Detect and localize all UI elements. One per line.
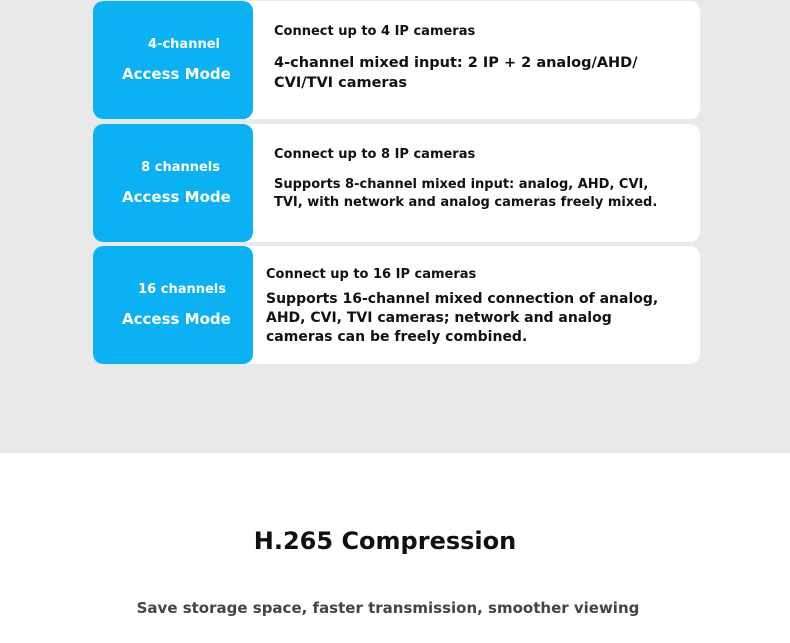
- card-heading: Connect up to 8 IP cameras: [274, 147, 476, 162]
- card-side-panel: [93, 1, 253, 119]
- card-description: Supports 16-channel mixed connection of analog, AHD, CVI, TVI cameras; network and analog cameras can be freely combined.: [266, 291, 659, 345]
- section-subtitle: Save storage space, faster transmission, smoother viewing: [136, 599, 640, 617]
- access-mode-label: Access Mode: [122, 188, 231, 206]
- card-side-panel: [93, 124, 253, 242]
- access-mode-label: Access Mode: [122, 310, 231, 328]
- card-description: 4-channel mixed input: 2 IP + 2 analog/AHD/ CVI/TVI cameras: [274, 55, 638, 91]
- card-description: Supports 8-channel mixed input: analog, AHD, CVI, TVI, with network and analog cameras freely mixed.: [274, 177, 658, 210]
- feature-card-8ch: [93, 124, 700, 242]
- channel-count: 8 channels: [141, 160, 220, 175]
- channel-count: 4-channel: [148, 37, 220, 52]
- access-mode-label: Access Mode: [122, 65, 231, 83]
- card-side-panel: [93, 246, 253, 364]
- section-title: H.265 Compression: [253, 527, 517, 555]
- feature-card-16ch: [93, 246, 700, 364]
- channel-count: 16 channels: [138, 282, 226, 297]
- card-heading: Connect up to 16 IP cameras: [266, 267, 477, 282]
- feature-card-4ch: [93, 1, 700, 119]
- card-heading: Connect up to 4 IP cameras: [274, 24, 476, 39]
